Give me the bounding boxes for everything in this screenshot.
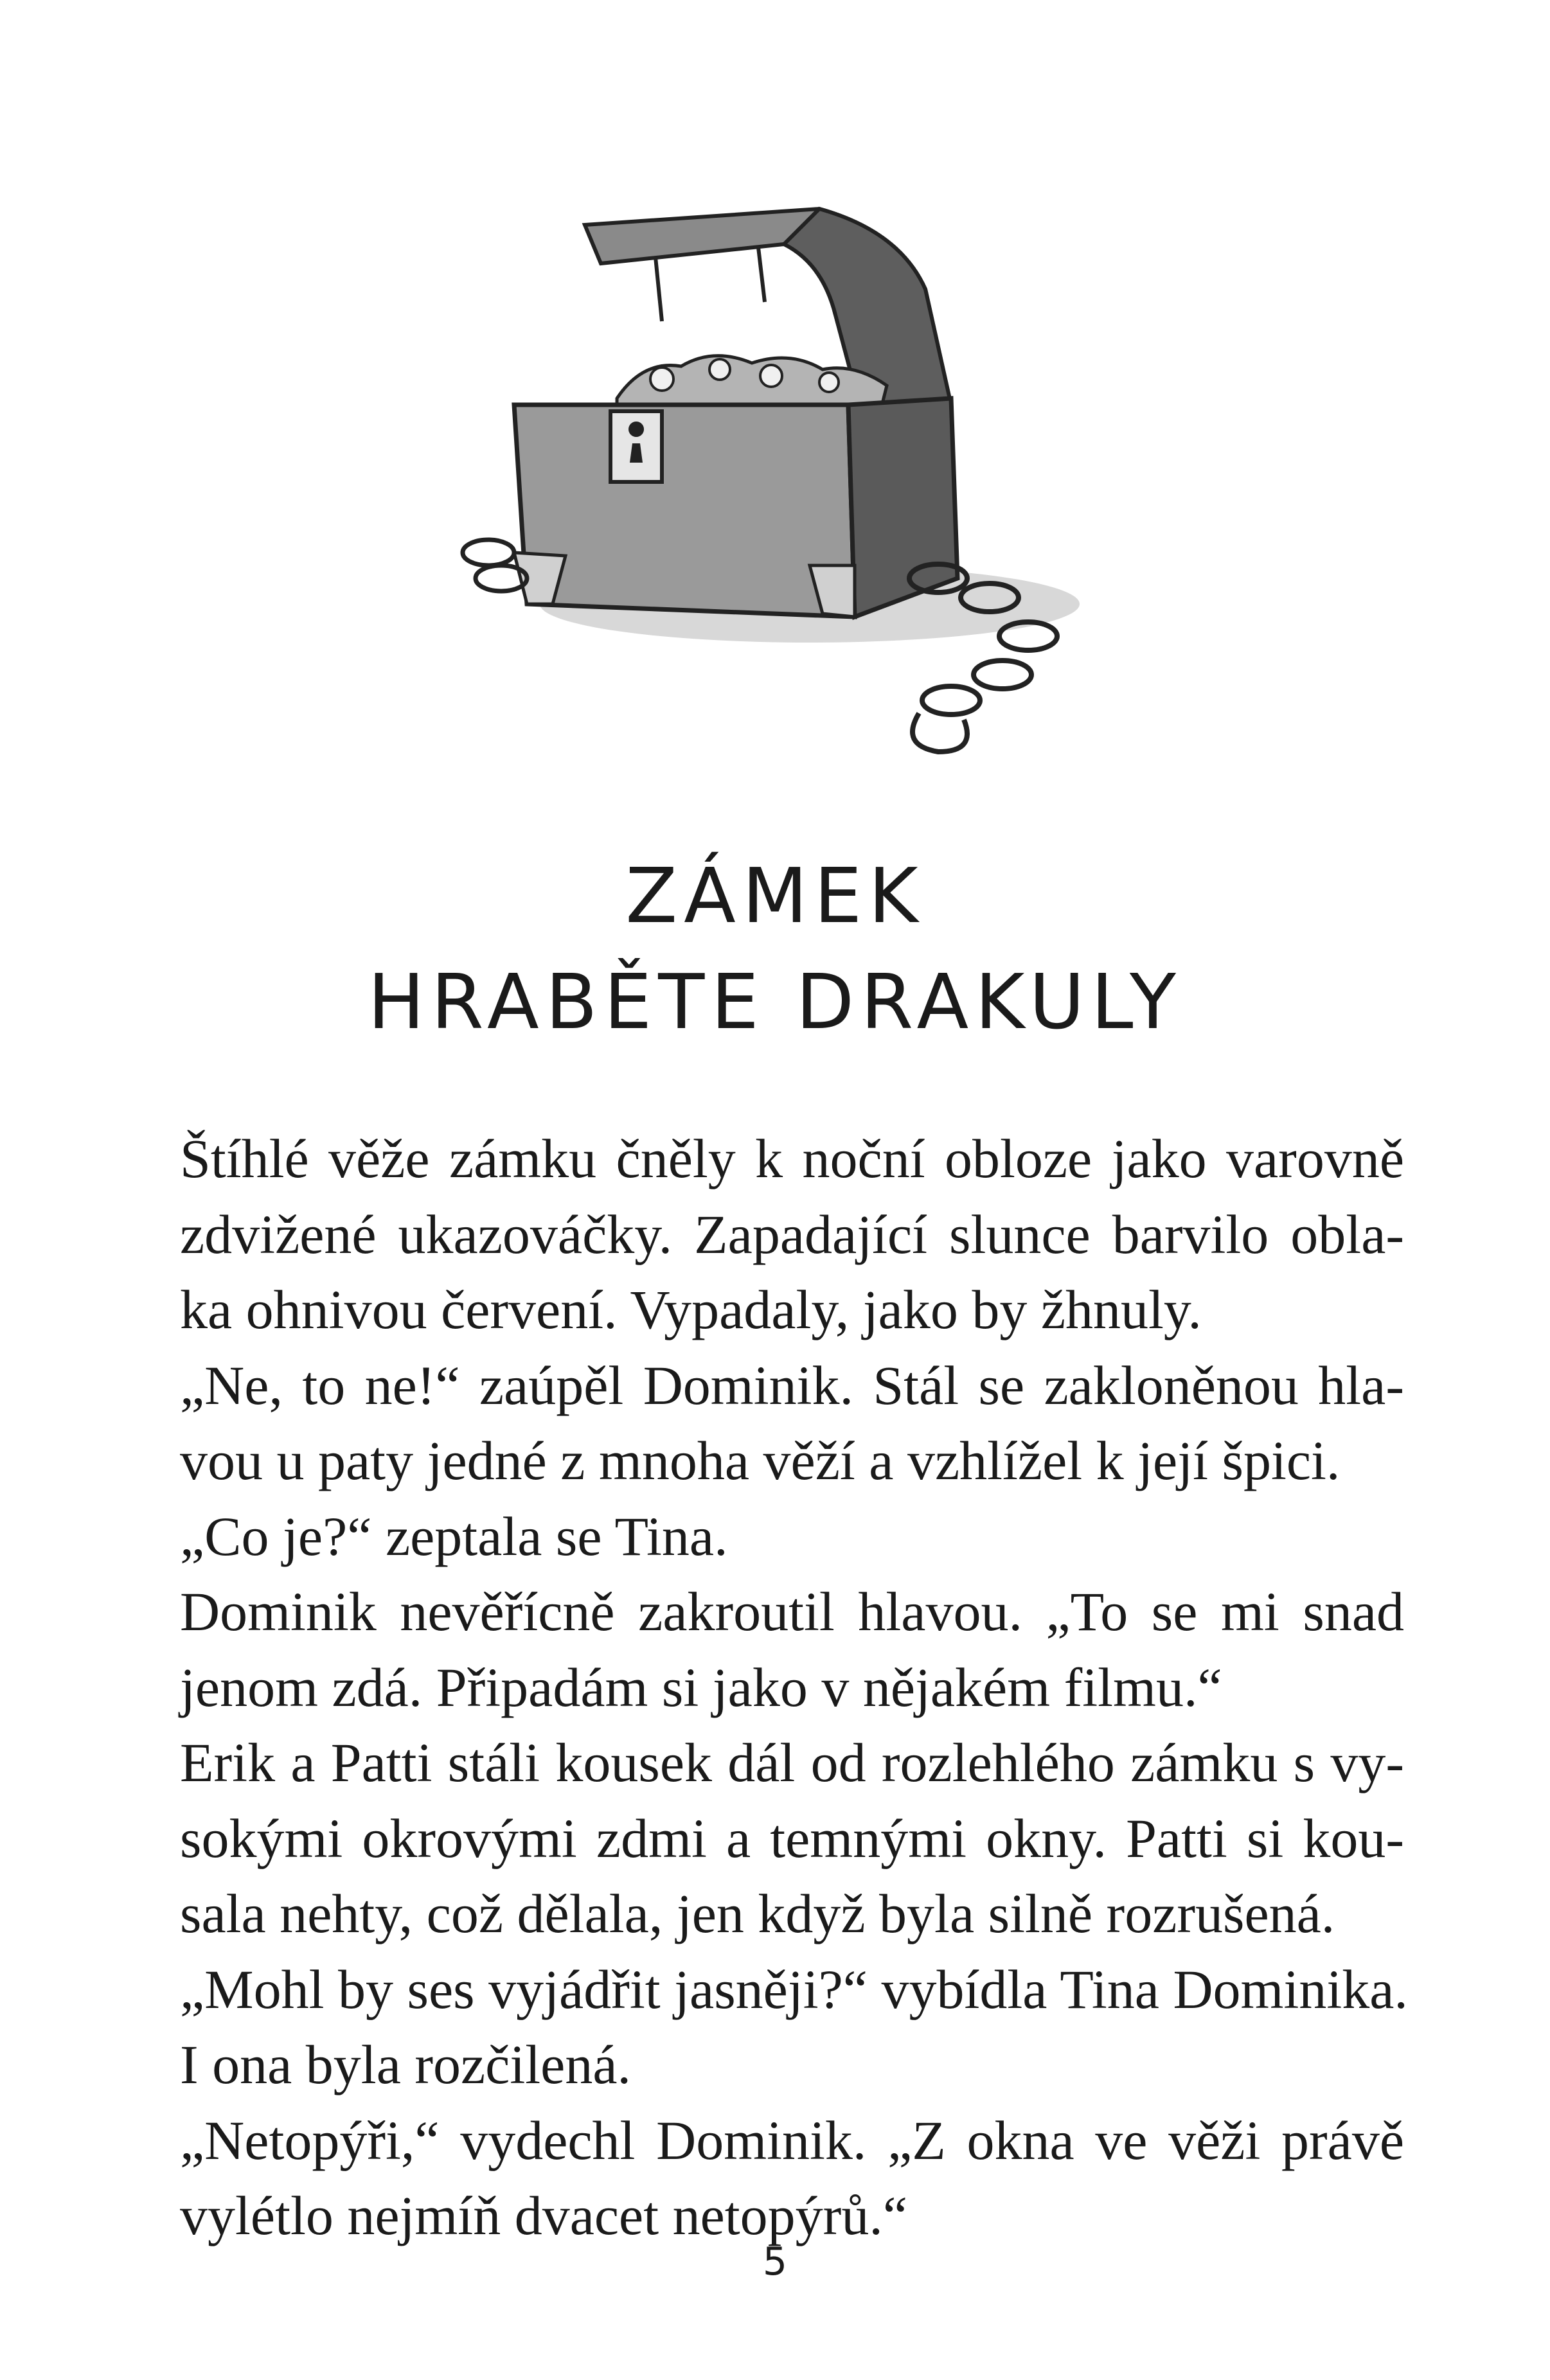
text-line: „Co je?“ zeptala se Tina.	[180, 1505, 728, 1567]
text-line: „Ne, to ne!“ zaúpěl Dominik. Stál se zakloněnou hla-	[180, 1354, 1404, 1416]
text-line: „Netopýři,“ vydechl Dominik. „Z okna ve věži právě	[180, 2109, 1404, 2171]
text-line: zdvižené ukazováčky. Zapadající slunce barvilo obla-	[180, 1203, 1404, 1265]
page-number: 5	[762, 2239, 788, 2284]
chapter-title-line-1: ZÁMEK	[625, 851, 925, 940]
text-line: „Mohl by ses vyjádřit jasněji?“ vybídla Tina Dominika.	[180, 1958, 1408, 2020]
text-line: Erik a Patti stáli kousek dál od rozlehlého zámku s vy-	[180, 1732, 1404, 1793]
text-line: vou u paty jedné z mnoha věží a vzhlížel k její špici.	[180, 1430, 1341, 1491]
text-line: vylétlo nejmíň dvacet netopýrů.“	[180, 2185, 907, 2246]
text-line: ka ohnivou červení. Vypadaly, jako by žhnuly.	[180, 1279, 1202, 1340]
text-line: Štíhlé věže zámku čněly k noční obloze jako varovně	[180, 1128, 1404, 1189]
text-line: Dominik nevěřícně zakroutil hlavou. „To se mi snad	[180, 1581, 1404, 1642]
treasure-chest-illustration	[450, 193, 1157, 771]
text-line: sala nehty, což dělala, jen když byla silně rozrušená.	[180, 1883, 1335, 1944]
text-line: jenom zdá. Připadám si jako v nějakém filmu.“	[180, 1656, 1222, 1718]
text-line: I ona byla rozčilená.	[180, 2034, 631, 2095]
chapter-title-line-2: HRABĚTE DRAKULY	[368, 957, 1182, 1046]
text-line: sokými okrovými zdmi a temnými okny. Patti si kou-	[180, 1807, 1404, 1869]
body-text	[180, 1121, 1408, 2254]
